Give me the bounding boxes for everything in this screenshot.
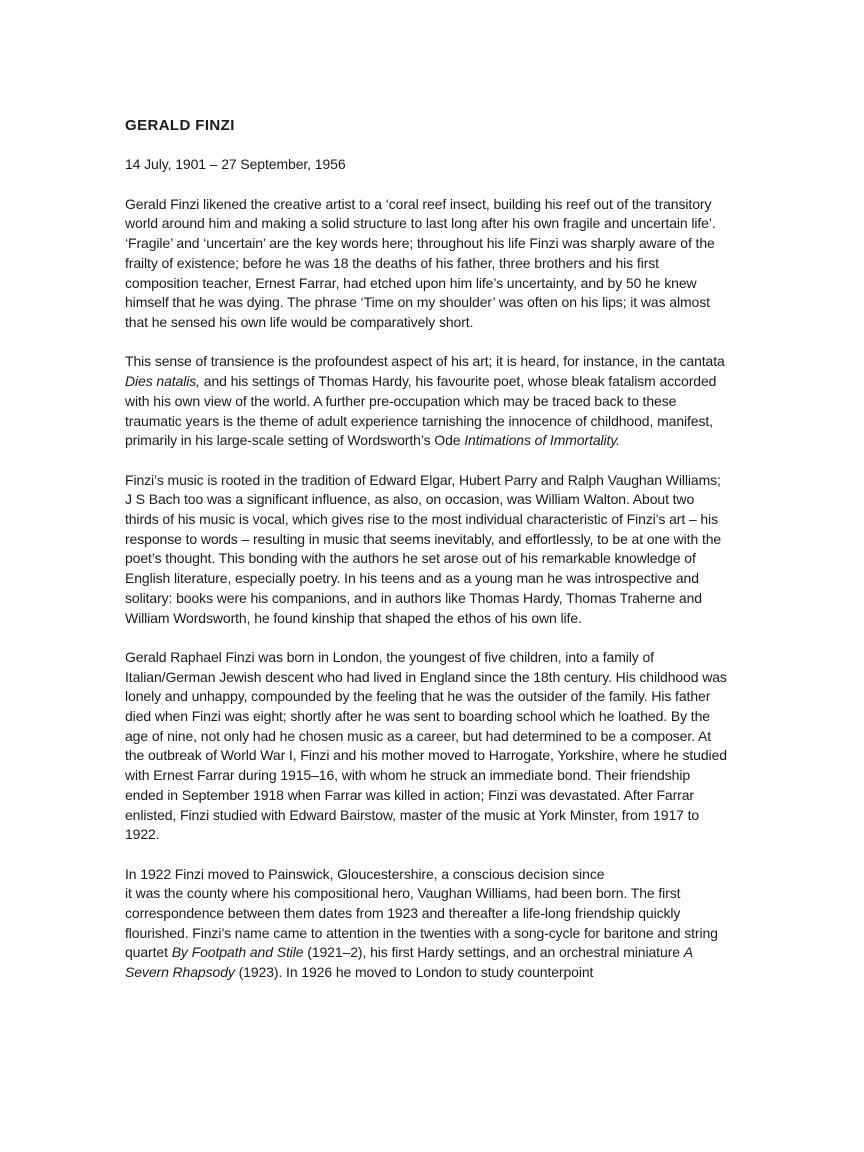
italic-text-run: Intimations of Immortality. <box>464 432 621 449</box>
bio-paragraph-1 <box>125 195 729 333</box>
text-run: it was the county where his compositional hero, Vaughan Williams, had been born. The first correspondence between them dates from 1923 and thereafter a life-long friendship quickly flourished. Finzi’s name came to attention in the twenties with a song-cycle for baritone and string quartet <box>125 885 718 961</box>
bio-paragraph-4 <box>125 648 729 845</box>
text-run: In 1922 Finzi moved to Painswick, Gloucestershire, a conscious decision since <box>125 865 605 882</box>
text-run: Gerald Finzi likened the creative artist to a ‘coral reef insect, building his reef out of the transitory world around him and making a solid structure to last long after his own fragile and uncertain life’. ‘Fragile’ and ‘uncertain’ are the key words here; throughout his life Finzi was sharply aware of the frailty of existence; before he was 18 the deaths of his father, three brothers and his first composition teacher, Ernest Farrar, had etched upon him life’s uncertainty, and by 50 he knew himself that he was dying. The phrase ‘Time on my shoulder’ was often on his lips; it was almost that he sensed his own life would be comparatively short. <box>125 195 716 330</box>
page-title: GERALD FINZI <box>125 117 235 134</box>
italic-text-run: A Severn Rhapsody <box>125 944 693 981</box>
text-run: Finzi’s music is rooted in the tradition of Edward Elgar, Hubert Parry and Ralph Vaughan Williams; J S Bach too was a significant influence, as also, on occasion, was William Walton. About two thirds of his music is vocal, which gives rise to the most individual characteristic of Finzi’s art – his response to words – resulting in music that seems inevitably, and effortlessly, to be at one with the poet’s thought. This bonding with the authors he set arose out of his remarkable knowledge of English literature, especially poetry. In his teens and as a young man he was introspective and solitary: books were his companions, and in authors like Thomas Hardy, Thomas Traherne and William Wordsworth, he found kinship that shaped the ethos of his own life. <box>125 471 722 626</box>
italic-text-run: By Footpath and Stile <box>171 944 304 961</box>
text-run: (1921–2), his first Hardy settings, and an orchestral miniature <box>303 944 684 961</box>
text-run: Gerald Raphael Finzi was born in London, the youngest of five children, into a family of Italian/German Jewish descent who had lived in England since the 18th century. His childhood was lonely and unhappy, compounded by the feeling that he was the outsider of the family. His father died when Finzi was eight; shortly after he was sent to boarding school which he loathed. By the age of nine, not only had he chosen music as a career, but had determined to be a composer. At the outbreak of World War I, Finzi and his mother moved to Harrogate, Yorkshire, where he studied with Ernest Farrar during 1915–16, with whom he struck an immediate bond. Their friendship ended in September 1918 when Farrar was killed in action; Finzi was devastated. After Farrar enlisted, Finzi studied with Edward Bairstow, master of the music at York Minster, from 1917 to 1922. <box>125 648 727 843</box>
text-run: (1923). In 1926 he moved to London to study counterpoint <box>234 964 594 981</box>
bio-paragraph-5 <box>125 865 729 983</box>
bio-paragraph-2 <box>125 352 729 451</box>
life-dates: 14 July, 1901 – 27 September, 1956 <box>125 156 346 173</box>
italic-text-run: Dies natalis, <box>125 373 200 390</box>
bio-paragraph-3 <box>125 471 729 629</box>
text-run: and his settings of Thomas Hardy, his favourite poet, whose bleak fatalism accorded with his own view of the world. A further pre-occupation which may be traced back to these traumatic years is the theme of adult experience tarnishing the innocence of childhood, manifest, primarily in his large-scale setting of Wordsworth’s Ode <box>125 373 717 449</box>
text-run: This sense of transience is the profoundest aspect of his art; it is heard, for instance, in the cantata <box>125 353 725 370</box>
